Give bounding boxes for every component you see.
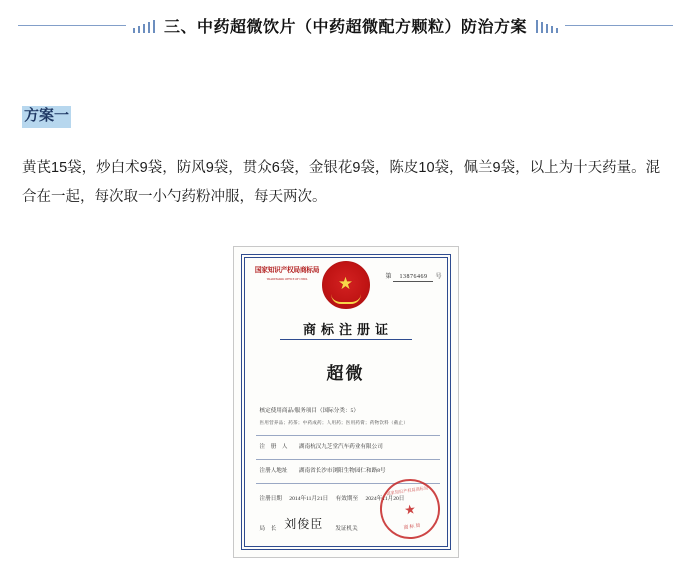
heading-rule-right: [565, 25, 673, 26]
document-page: [0, 14, 691, 576]
certificate-address-value: 湖南省长沙市浏阳生物园仁和路8号: [298, 468, 386, 474]
heading-ticks-right-icon: [529, 19, 565, 33]
certificate-office-cn: 国家知识产权局商标局: [254, 266, 319, 274]
section-heading: [0, 14, 691, 37]
certificate-regdate-label: 注册日期: [259, 496, 282, 502]
certificate-goods-label: 核定使用商品/服务项目（国际分类：5）: [259, 408, 359, 414]
national-emblem-icon: [322, 261, 370, 309]
emblem-star-icon: ★: [337, 273, 354, 293]
certificate-separator-1: [256, 435, 440, 436]
page-title: 三、中药超微饮片（中药超微配方颗粒）防治方案: [164, 19, 528, 36]
heading-rule-left: [18, 25, 126, 26]
certificate-mark-text: 超微: [326, 364, 365, 383]
certificate-expiry-label: 有效期至: [335, 496, 359, 502]
stamp-star-icon: ★: [402, 500, 417, 518]
certificate-image-wrapper: [0, 246, 691, 558]
heading-ticks-left-icon: [126, 19, 162, 33]
certificate-office-en: TRADEMARK OFFICE OF CNIPA: [266, 277, 307, 281]
certificate-title: 商标注册证: [302, 322, 393, 337]
certificate-director-signature: 刘俊臣: [284, 517, 324, 531]
certificate-title-rule: [280, 339, 412, 340]
certificate-office: [250, 265, 324, 281]
certificate-registrant-value: 湖南杭汉九芝堂汽车药业有限公司: [298, 444, 383, 450]
certificate-goods-value: 医用营养品；药茶；中药成药；人用药；医用药膏；药物饮料（截止）: [259, 419, 409, 425]
certificate-separator-2: [256, 459, 440, 460]
registration-number-suffix: 号: [435, 274, 442, 280]
stamp-top-text: 国家知识产权局商标局: [385, 485, 429, 497]
emblem-ring-icon: [331, 294, 361, 304]
certificate-issuer-label: 发证机关: [335, 526, 358, 532]
certificate-address-label: 注册人地址: [259, 468, 288, 474]
certificate-regdate-value: 2014年11月21日: [289, 496, 329, 502]
subsection-label: 方案一: [22, 106, 71, 128]
registration-number-value: 13876469: [393, 274, 433, 282]
prescription-paragraph: 黄芪15袋，炒白术9袋，防风9袋，贯众6袋，金银花9袋，陈皮10袋，佩兰9袋，以上为十天药量。混合在一起，每次取一小勺药粉冲服，每天两次。: [22, 160, 661, 205]
certificate-director-label: 局 长: [259, 526, 277, 532]
certificate-address-field: [260, 467, 438, 476]
certificate-expiry-value: 2024年11月20日: [365, 496, 405, 502]
certificate-registrant-label: 注 册 人: [259, 444, 288, 450]
trademark-certificate-image: [233, 246, 459, 558]
certificate-registration-number: [385, 271, 441, 280]
certificate-registrant-field: [260, 443, 438, 452]
stamp-bottom-text: 商标局: [402, 523, 422, 532]
registration-number-label: 第: [385, 274, 392, 280]
certificate-goods-field: [260, 407, 438, 426]
